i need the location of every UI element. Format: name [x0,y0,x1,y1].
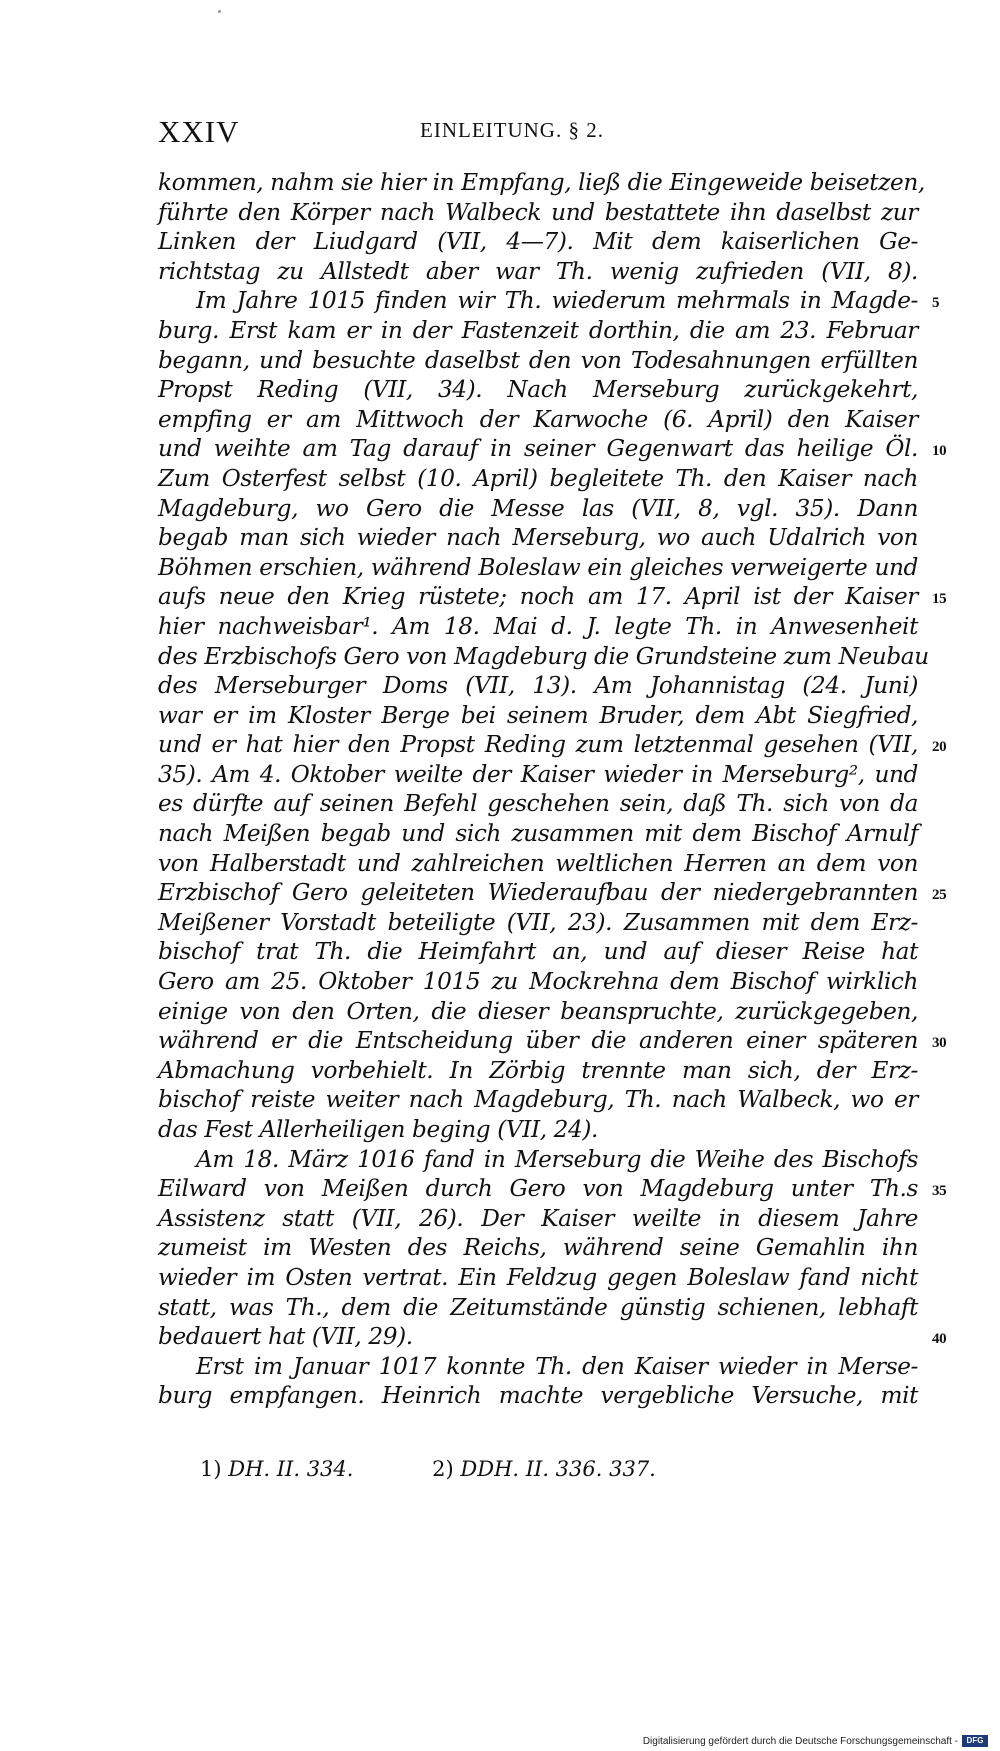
text-line-content: das Fest Allerheiligen beging (VII, 24). [158,1116,598,1143]
text-line-content: Erzbischof Gero geleiteten Wiederaufbau der niedergebrannten [158,879,918,907]
text-line-content: war er im Kloster Berge bei seinem Bruder, dem Abt Siegfried, [158,701,918,729]
text-line-content: Magdeburg, wo Gero die Messe las (VII, 8, vgl. 35). Dann [158,494,918,522]
footnote-1-text: DH. II. 334. [228,1457,354,1481]
text-line [158,1174,947,1204]
text-line [158,1381,918,1411]
text-line-content: begab man sich wieder nach Merseburg, wo auch Udalrich von [158,524,918,552]
text-line [158,937,918,967]
line-number: 15 [932,591,947,608]
text-line-content: Assistenz statt (VII, 26). Der Kaiser weilte in diesem Jahre [158,1204,918,1232]
body-text [158,168,947,1411]
text-line [158,168,925,198]
text-line-content: nach Meißen begab und sich zusammen mit dem Bischof Arnulf [158,820,918,848]
text-line [158,1115,918,1145]
text-line-content: es dürfte auf seinen Befehl geschehen sein, daß Th. sich von da [158,790,918,818]
text-line [158,908,918,938]
text-line-content: bischof reiste weiter nach Magdeburg, Th. nach Walbeck, wo er [158,1086,918,1114]
text-line-content: aufs neue den Krieg rüstete; noch am 17. April ist der Kaiser [158,583,918,611]
text-line-content: Im Jahre 1015 finden wir Th. wiederum mehrmals in Magde- [196,287,918,315]
text-line-content: einige von den Orten, die dieser beanspruchte, zurückgegeben, [158,997,918,1025]
text-line [158,1352,918,1382]
text-line [158,227,918,257]
text-line [158,612,918,642]
text-line-content: führte den Körper nach Walbeck und bestattete ihn daselbst zur [158,198,918,226]
text-line [158,701,918,731]
text-line [158,198,918,228]
text-line-content: und weihte am Tag darauf in seiner Gegenwart das heilige Öl. [158,435,918,463]
footnote-2-mark: 2) [432,1457,454,1481]
page-header [158,114,938,154]
text-line-content: Gero am 25. Oktober 1015 zu Mockrehna dem Bischof wirklich [158,968,918,996]
text-line [158,1204,918,1234]
text-line [158,967,918,997]
text-line [158,849,918,879]
text-line-content: während er die Entscheidung über die anderen einer späteren [158,1027,918,1055]
footnotes [200,1457,656,1481]
text-line [158,760,918,790]
text-line-content: begann, und besuchte daselbst den von Todesahnungen erfüllten [158,346,918,374]
text-line-content: Abmachung vorbehielt. In Zörbig trennte man sich, der Erz- [158,1056,918,1084]
text-line [158,730,947,760]
text-line [158,819,918,849]
text-line [158,494,918,524]
text-line-content: Am 18. März 1016 fand in Merseburg die Weihe des Bischofs [196,1145,918,1173]
text-line [158,1263,918,1293]
text-line-content: hier nachweisbar¹. Am 18. Mai d. J. legte Th. in Anwesenheit [158,612,918,640]
text-line-content: Zum Osterfest selbst (10. April) begleitete Th. den Kaiser nach [158,464,918,492]
text-line-content: Propst Reding (VII, 34). Nach Merseburg zurückgekehrt, [158,376,918,404]
text-line-content: Meißener Vorstadt beteiligte (VII, 23). Zusammen mit dem Erz- [158,908,918,936]
text-line [158,434,947,464]
line-number: 20 [932,739,947,756]
footnote-1-mark: 1) [200,1457,222,1481]
text-line [158,405,918,435]
footnote-2-text: DDH. II. 336. 337. [460,1457,656,1481]
text-line-content: wieder im Osten vertrat. Ein Feldzug gegen Boleslaw fand nicht [158,1263,918,1291]
text-line-content: statt, was Th., dem die Zeitumstände günstig schienen, lebhaft [158,1293,918,1321]
text-line [158,257,918,287]
text-line-content: empfing er am Mittwoch der Karwoche (6. April) den Kaiser [158,405,918,433]
text-line [158,1056,918,1086]
text-line-content: und er hat hier den Propst Reding zum letztenmal gesehen (VII, [158,731,918,759]
text-line-content: bischof trat Th. die Heimfahrt an, und auf dieser Reise hat [158,938,918,966]
text-line-content: 35). Am 4. Oktober weilte der Kaiser wieder in Merseburg², und [158,760,918,788]
line-number: 30 [932,1035,947,1052]
text-line [158,375,918,405]
text-line-content: kommen, nahm sie hier in Empfang, ließ die Eingeweide beisetzen, [158,169,925,196]
text-line-content: bedauert hat (VII, 29). [158,1323,413,1351]
text-line-content: Böhmen erschien, während Boleslaw ein gleiches verweigerte und [158,553,918,581]
text-line-content: des Erzbischofs Gero von Magdeburg die Grundsteine zum Neubau [158,642,929,670]
text-line [158,346,918,376]
line-number: 5 [932,295,940,312]
text-line-content: Erst im Januar 1017 konnte Th. den Kaiser wieder in Merse- [196,1352,918,1380]
text-line [158,1233,918,1263]
scan-speck [218,10,221,13]
text-line [158,464,918,494]
line-number: 10 [932,443,947,460]
running-title: EINLEITUNG. § 2. [420,118,604,142]
digitization-text: Digitalisierung gefördert durch die Deutsche Forschungsgemeinschaft - [642,1735,958,1747]
text-line [158,1145,918,1175]
text-line [158,316,918,346]
text-line [158,582,947,612]
text-line [158,789,918,819]
line-number: 25 [932,887,947,904]
text-line-content: Eilward von Meißen durch Gero von Magdeburg unter Th.s [158,1175,918,1203]
text-line [158,523,918,553]
text-line [158,553,918,583]
text-line-content: richtstag zu Allstedt aber war Th. wenig zufrieden (VII, 8). [158,257,918,285]
text-line [158,997,918,1027]
text-line-content: burg empfangen. Heinrich machte vergebliche Versuche, mit [158,1382,918,1410]
text-line-content: des Merseburger Doms (VII, 13). Am Johannistag (24. Juni) [158,672,918,700]
line-number: 35 [932,1183,947,1200]
text-line [158,671,918,701]
text-line [158,1322,947,1352]
text-line [158,1026,947,1056]
text-line-content: zumeist im Westen des Reichs, während seine Gemahlin ihn [158,1234,918,1262]
text-line [158,642,929,672]
text-line [158,286,940,316]
line-number: 40 [932,1331,947,1348]
text-line [158,1293,918,1323]
text-line-content: von Halberstadt und zahlreichen weltlichen Herren an dem von [158,849,918,877]
text-line-content: burg. Erst kam er in der Fastenzeit dorthin, die am 23. Februar [158,316,918,344]
text-line [158,878,947,908]
digitization-notice [643,1735,988,1747]
text-line-content: Linken der Liudgard (VII, 4—7). Mit dem kaiserlichen Ge- [158,228,918,256]
text-line [158,1085,918,1115]
page-number: XXIV [158,114,240,149]
dfg-logo: DFG [962,1735,988,1747]
